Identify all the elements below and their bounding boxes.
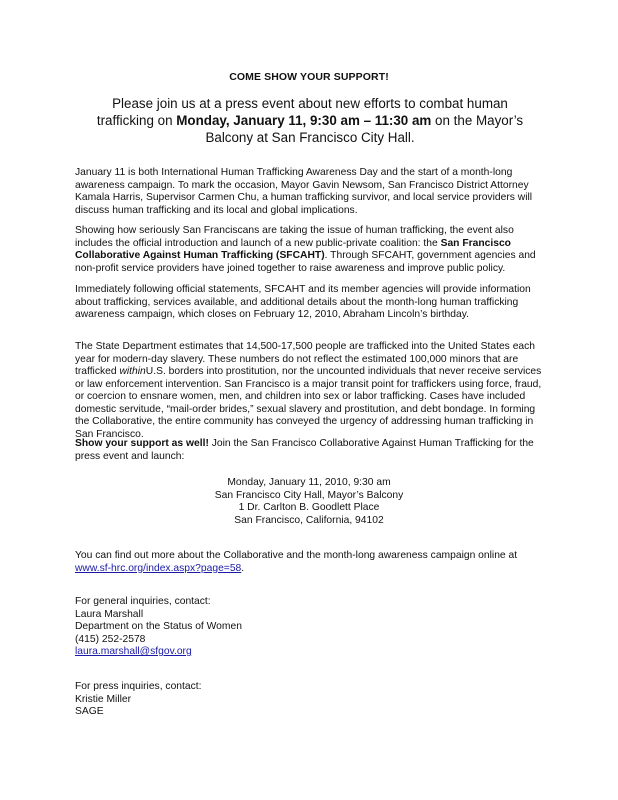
press-contact-intro: For press inquiries, contact: [75, 681, 202, 692]
event-date: Monday, January 11, 2010, 9:30 am [227, 477, 391, 488]
press-contact-name: Kristie Miller [75, 693, 132, 705]
coalition-text-before: Showing how seriously San Franciscans are taking the issue of human trafficking, the event also includes the official introduction and launch of a new public-private coalition: the [75, 225, 514, 249]
general-contact-org: Department on the Status of Women [75, 621, 242, 632]
event-details [0, 477, 618, 527]
call-to-action-bold: Show your support as well! [75, 438, 209, 449]
lead-text-before: Please join us at a press event about new efforts to combat human trafficking on [96, 96, 508, 128]
general-contact-intro: For general inquiries, contact: [75, 596, 211, 607]
lead-text-after: on the Mayor’s Balcony at San Francisco City Hall. [205, 113, 524, 145]
coalition-text-after: . Through SFCAHT, government agencies and non-profit service providers have joined together to raise awareness and improve public policy. [75, 250, 536, 274]
general-contact-phone: (415) 252-2578 [75, 633, 146, 645]
general-contact-name: Laura Marshall [75, 608, 144, 620]
more-info-text: You can find out more about the Collaborative and the month-long awareness campaign online at [75, 550, 518, 561]
paragraph-coalition [75, 225, 547, 275]
statistics-text-after: U.S. borders into prostitution, nor the uncounted individuals that never receive services or law enforcement intervention. San Francisco is a major transit point for traffickers using force, fraud, or coercion to ensnare women, men, and children into sex or labor trafficking. Cases have included domestic servitude, “mail-order brides,” sexual slavery and prostitution, and debt bondage. In forming the Collaborative, the entire community has conveyed the urgency of addressing human trafficking in San Francisco. [75, 366, 542, 440]
press-contact [75, 681, 475, 719]
coalition-name: San Francisco Collaborative Against Human Trafficking (SFCAHT) [75, 237, 511, 261]
campaign-website-link[interactable]: www.sf-hrc.org/index.aspx?page=58 [75, 562, 242, 574]
event-venue: San Francisco City Hall, Mayor’s Balcony [214, 489, 404, 501]
page-heading: COME SHOW YOUR SUPPORT! [229, 71, 389, 83]
general-contact-email-link[interactable]: laura.marshall@sfgov.org [75, 646, 192, 657]
paragraph-awareness-day: January 11 is both International Human Trafficking Awareness Day and the start of a month-long awareness campaign. To mark the occasion, Mayor Gavin Newsom, San Francisco District Attorney Kamala Harris, Supervisor Carmen Chu, a human trafficking survivor, and local service providers will discuss human trafficking and its local and global implications. [75, 167, 533, 216]
statistics-text-before: The State Department estimates that 14,500-17,500 people are trafficked into the United States each year for modern-day slavery. These numbers do not reflect the estimated 100,000 minors that are trafficked [75, 341, 536, 377]
lead-date-time: Monday, January 11, 9:30 am – 11:30 am [176, 113, 432, 128]
more-info-period: . [241, 562, 245, 574]
event-street: 1 Dr. Carlton B. Goodlett Place [238, 502, 380, 513]
general-contact [75, 596, 475, 659]
paragraph-campaign-details: Immediately following official statements, SFCAHT and its member agencies will provide information about trafficking, services available, and additional details about the month-long human trafficking awareness campaign, which closes on February 12, 2010, Abraham Lincoln’s birthday. [75, 284, 531, 320]
event-city: San Francisco, California, 94102 [234, 514, 384, 526]
statistics-emphasis: within [119, 366, 146, 377]
paragraph-call-to-action [75, 438, 547, 463]
call-to-action-text: Join the San Francisco Collaborative Against Human Trafficking for the press event and launch: [75, 438, 534, 462]
paragraph-more-info [75, 550, 547, 575]
press-contact-org: SAGE [75, 706, 104, 717]
lead-announcement [96, 95, 524, 146]
paragraph-statistics [75, 341, 547, 441]
